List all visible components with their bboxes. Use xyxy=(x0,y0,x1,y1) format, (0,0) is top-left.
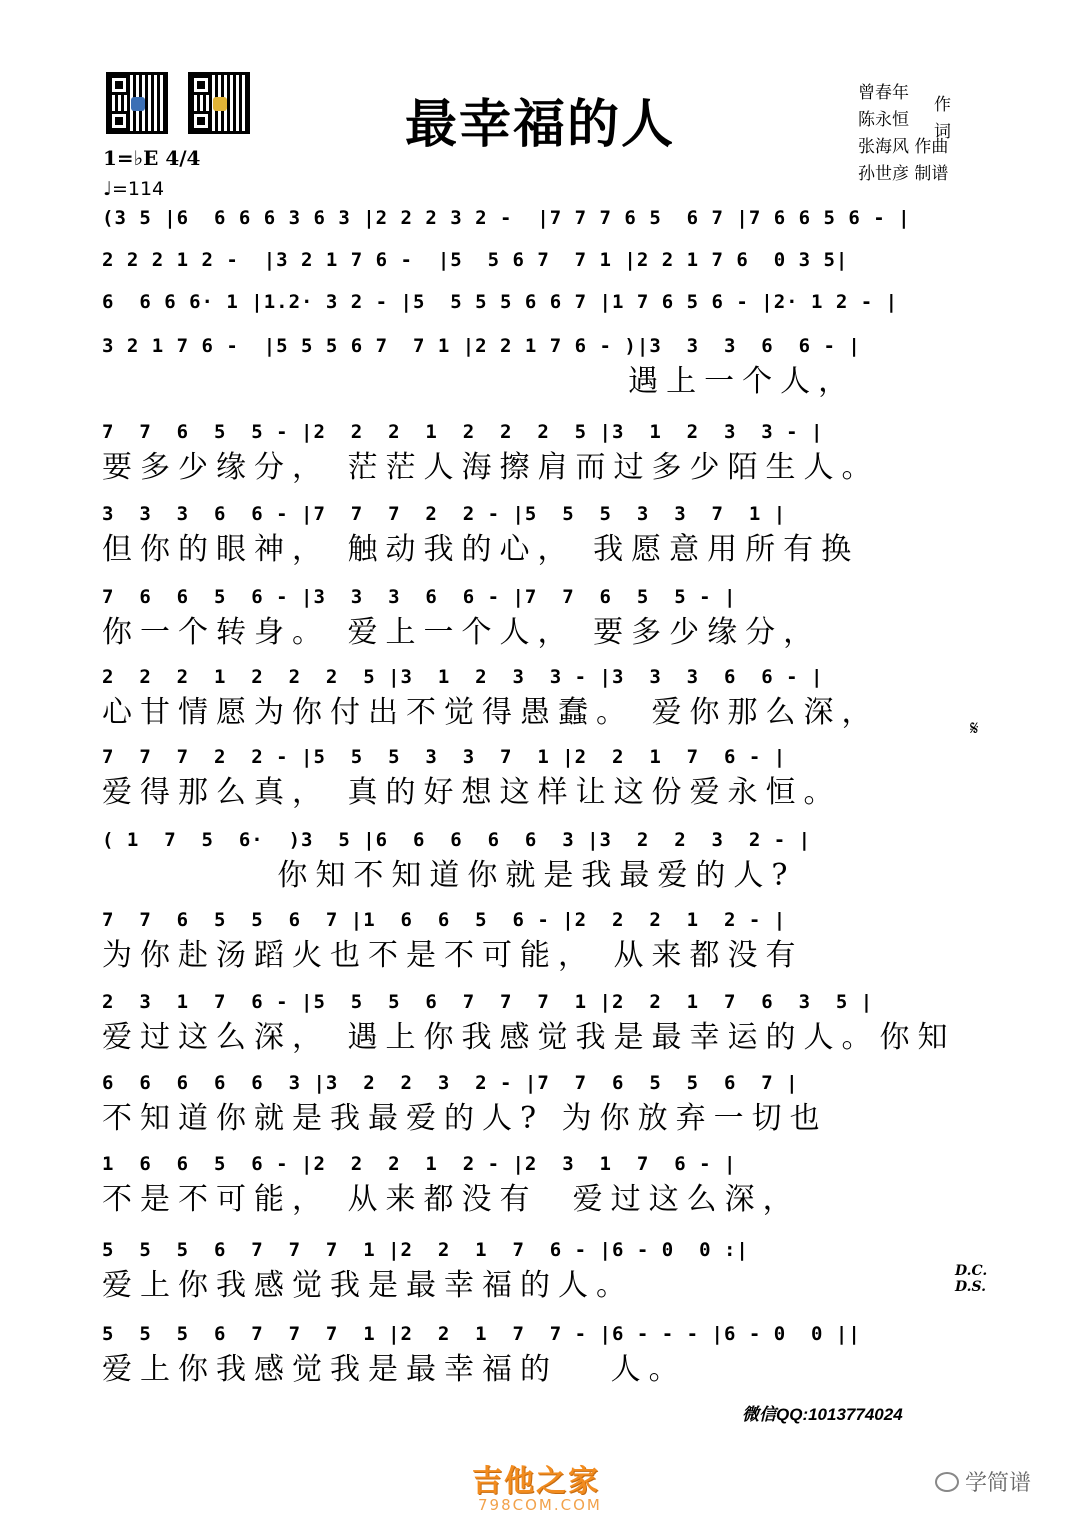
segno-icon: 𝄋 xyxy=(970,716,979,740)
lyric-line: 爱上你我感觉我是最幸福的 人。 xyxy=(102,1352,687,1387)
notation-line: 7 6 6 5 6 - |3 3 3 6 6 - |7 7 6 5 5 - | xyxy=(102,586,737,608)
notation-line: 5 5 5 6 7 7 7 1 |2 2 1 7 7 - |6 - - - |6 - 0 0 || xyxy=(102,1323,861,1345)
lyricist-1: 曾春年 xyxy=(858,83,909,103)
score-system xyxy=(102,248,982,278)
score-system xyxy=(102,665,982,731)
lyric-line: 要多少缘分， 茫茫人海擦肩而过多少陌生人。 xyxy=(102,450,880,485)
notation-line: 5 5 5 6 7 7 7 1 |2 2 1 7 6 - |6 - 0 0 :| xyxy=(102,1239,749,1261)
score-system xyxy=(102,828,982,894)
lyric-line: 爱得那么真， 真的好想这样让这份爱永恒。 xyxy=(102,775,842,810)
lyric-line: 遇上一个人， xyxy=(102,364,857,399)
ds-marking: D.S. xyxy=(955,1279,987,1295)
notation-line: 6 6 6 6 6 3 |3 2 2 3 2 - |7 7 6 5 5 6 7 | xyxy=(102,1072,799,1094)
lyric-line: 心甘情愿为你付出不觉得愚蠢。 爱你那么深， xyxy=(102,695,880,730)
score-system xyxy=(102,908,982,974)
lyric-line: 但你的眼神， 触动我的心， 我愿意用所有换 xyxy=(102,532,860,567)
score-system xyxy=(102,420,982,486)
score-system xyxy=(102,585,982,651)
score-system xyxy=(102,745,982,811)
notation-line: 3 2 1 7 6 - |5 5 5 6 7 7 1 |2 2 1 7 6 - )|3 3 3 6 6 - | xyxy=(102,335,861,357)
composer: 张海风 xyxy=(858,137,909,157)
score-system xyxy=(102,502,982,568)
lyric-line: 你一个转身。 爱上一个人， 要多少缘分， xyxy=(102,615,822,650)
credits xyxy=(858,80,951,188)
wechat-account xyxy=(935,1466,1031,1497)
arranger: 孙世彦 xyxy=(858,164,909,184)
song-title: 最幸福的人 xyxy=(404,94,675,155)
lyricist-2: 陈永恒 xyxy=(858,110,909,130)
arranger-role: 制谱 xyxy=(914,164,949,184)
composer-role: 作曲 xyxy=(914,137,949,157)
score-system xyxy=(102,1238,982,1304)
notation-line: 7 7 7 2 2 - |5 5 5 3 3 7 1 |2 2 1 7 6 - | xyxy=(102,746,787,768)
notation-line: 7 7 6 5 5 6 7 |1 6 6 5 6 - |2 2 2 1 2 - | xyxy=(102,909,787,931)
notation-line: 2 3 1 7 6 - |5 5 5 6 7 7 7 1 |2 2 1 7 6 3 5 | xyxy=(102,991,874,1013)
notation-line: ( 1 7 5 6· )3 5 |6 6 6 6 6 3 |3 2 2 3 2 - | xyxy=(102,829,812,851)
notation-line: 1 6 6 5 6 - |2 2 2 1 2 - |2 3 1 7 6 - | xyxy=(102,1153,737,1175)
lyric-line: 不知道你就是我最爱的人? 为你放弃一切也 xyxy=(102,1101,828,1136)
score-system xyxy=(102,334,982,400)
repeat-markings xyxy=(955,1263,987,1295)
notation-line: 2 2 2 1 2 - |3 2 1 7 6 - |5 5 6 7 7 1 |2 2 1 7 6 0 3 5| xyxy=(102,249,849,271)
key-signature: 1=♭E 4/4 xyxy=(103,146,201,170)
score-system xyxy=(102,290,982,320)
score-system xyxy=(102,206,982,236)
watermark-site: 798COM.COM xyxy=(478,1496,602,1514)
score-system xyxy=(102,1322,982,1388)
wechat-icon xyxy=(935,1472,959,1492)
lyric-line: 你知不知道你就是我最爱的人? xyxy=(102,858,796,893)
score-system xyxy=(102,1152,982,1218)
tempo-marking: ♩=114 xyxy=(103,178,165,200)
contact-info: 微信QQ:1013774024 xyxy=(742,1405,903,1424)
notation-line: 2 2 2 1 2 2 2 5 |3 1 2 3 3 - |3 3 3 6 6 - | xyxy=(102,666,824,688)
score-system xyxy=(102,1071,982,1137)
lyric-line: 为你赴汤蹈火也不是不可能， 从来都没有 xyxy=(102,938,804,973)
notation-line: 6 6 6 6· 1 |1.2· 3 2 - |5 5 5 5 6 6 7 |1 7 6 5 6 - |2· 1 2 - | xyxy=(102,291,899,313)
lyric-line: 爱上你我感觉我是最幸福的人。 xyxy=(102,1268,634,1303)
dc-marking: D.C. xyxy=(955,1263,988,1279)
notation-line: 3 3 3 6 6 - |7 7 7 2 2 - |5 5 5 3 3 7 1 | xyxy=(102,503,787,525)
notation-line: (3 5 |6 6 6 6 3 6 3 |2 2 2 3 2 - |7 7 7 6 5 6 7 |7 6 6 5 6 - | xyxy=(102,207,911,229)
score-system xyxy=(102,990,982,1056)
wechat-account-name: 学简谱 xyxy=(965,1471,1032,1496)
lyricist-role: 作词 xyxy=(934,95,951,142)
lyric-line: 不是不可能， 从来都没有 爱过这么深， xyxy=(102,1182,801,1217)
lyric-line: 爱过这么深， 遇上你我感觉我是最幸运的人。你知 xyxy=(102,1020,956,1055)
watermark-logo: 吉他之家 xyxy=(472,1464,600,1499)
notation-line: 7 7 6 5 5 - |2 2 2 1 2 2 2 5 |3 1 2 3 3 - | xyxy=(102,421,824,443)
